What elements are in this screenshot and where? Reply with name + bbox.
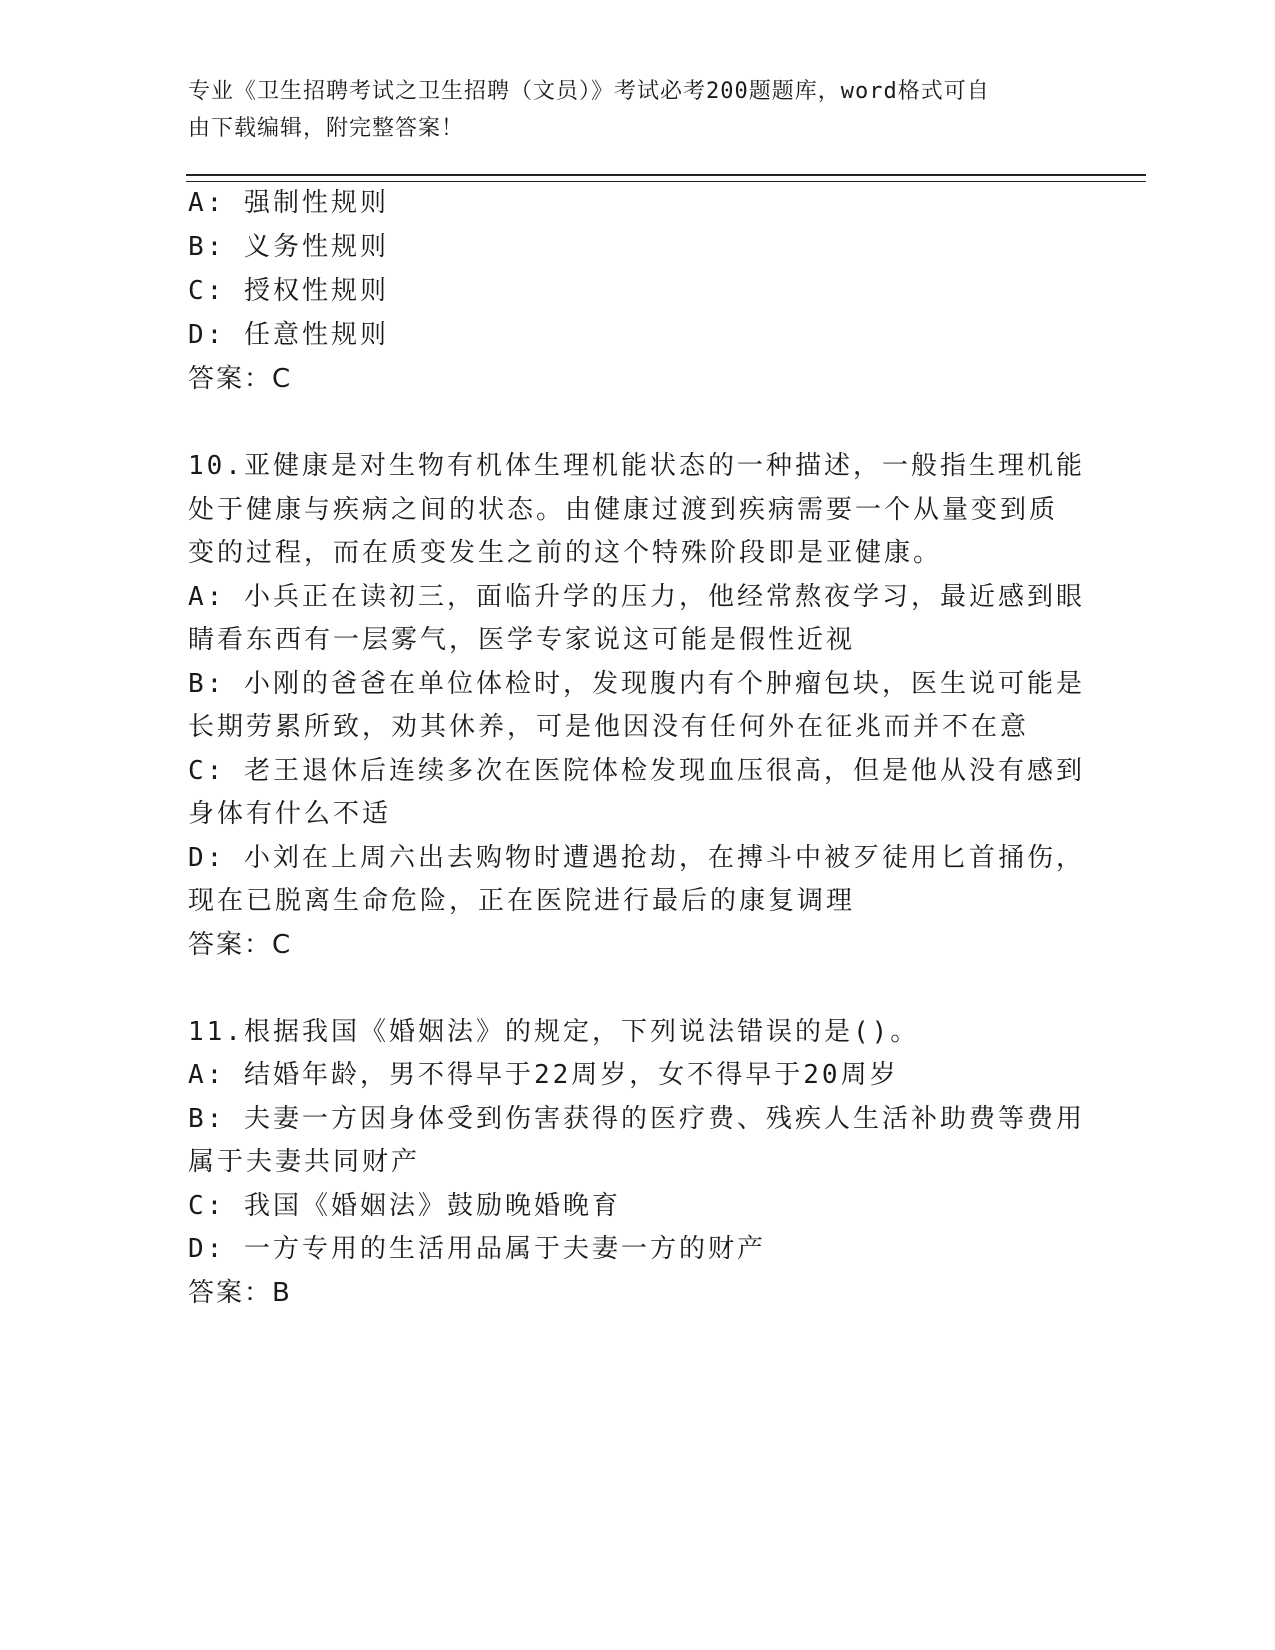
q11-option-a: A: 结婚年龄，男不得早于22周岁，女不得早于20周岁	[188, 1060, 899, 1090]
q10-option-b-line-1: B: 小刚的爸爸在单位体检时，发现腹内有个肿瘤包块，医生说可能是	[188, 669, 1085, 699]
header-line-1: 专业《卫生招聘考试之卫生招聘（文员）》考试必考200题题库，word格式可自	[188, 79, 990, 104]
q9-option-d: D: 任意性规则	[188, 320, 389, 350]
q9-option-c: C: 授权性规则	[188, 276, 389, 306]
q11-answer: 答案：B	[188, 1278, 292, 1308]
q11-option-d: D: 一方专用的生活用品属于夫妻一方的财产	[188, 1234, 766, 1264]
q10-answer: 答案：C	[188, 930, 293, 960]
q10-option-c-line-1: C: 老王退休后连续多次在医院体检发现血压很高，但是他从没有感到	[188, 756, 1085, 786]
document-header	[188, 73, 1068, 147]
q11-option-c: C: 我国《婚姻法》鼓励晚婚晚育	[188, 1191, 621, 1221]
q9-option-b: B: 义务性规则	[188, 232, 389, 262]
q10-stem-line-1: 10.亚健康是对生物有机体生理机能状态的一种描述，一般指生理机能	[188, 451, 1085, 481]
q10-option-d-line-1: D: 小刘在上周六出去购物时遭遇抢劫，在搏斗中被歹徒用匕首捅伤，	[188, 843, 1085, 873]
q9-answer: 答案：C	[188, 364, 293, 394]
q10-option-c-line-2: 身体有什么不适	[188, 799, 392, 829]
q11-option-b-line-1: B: 夫妻一方因身体受到伤害获得的医疗费、残疾人生活补助费等费用	[188, 1104, 1085, 1134]
q10-option-a-line-2: 睛看东西有一层雾气，医学专家说这可能是假性近视	[188, 625, 856, 655]
q9-option-a: A: 强制性规则	[188, 188, 389, 218]
q11-stem: 11.根据我国《婚姻法》的规定，下列说法错误的是()。	[188, 1017, 920, 1047]
q10-option-b-line-2: 长期劳累所致，劝其休养，可是他因没有任何外在征兆而并不在意	[188, 712, 1030, 742]
q11-option-b-line-2: 属于夫妻共同财产	[188, 1147, 421, 1177]
q10-stem-line-2: 处于健康与疾病之间的状态。由健康过渡到疾病需要一个从量变到质	[188, 495, 1059, 525]
header-line-2: 由下载编辑，附完整答案！	[188, 116, 465, 141]
header-divider-thin	[186, 181, 1146, 182]
q10-option-d-line-2: 现在已脱离生命危险，正在医院进行最后的康复调理	[188, 886, 856, 916]
q10-stem-line-3: 变的过程，而在质变发生之前的这个特殊阶段即是亚健康。	[188, 538, 943, 568]
header-divider-thick	[186, 174, 1146, 176]
q10-option-a-line-1: A: 小兵正在读初三，面临升学的压力，他经常熬夜学习，最近感到眼	[188, 582, 1085, 612]
